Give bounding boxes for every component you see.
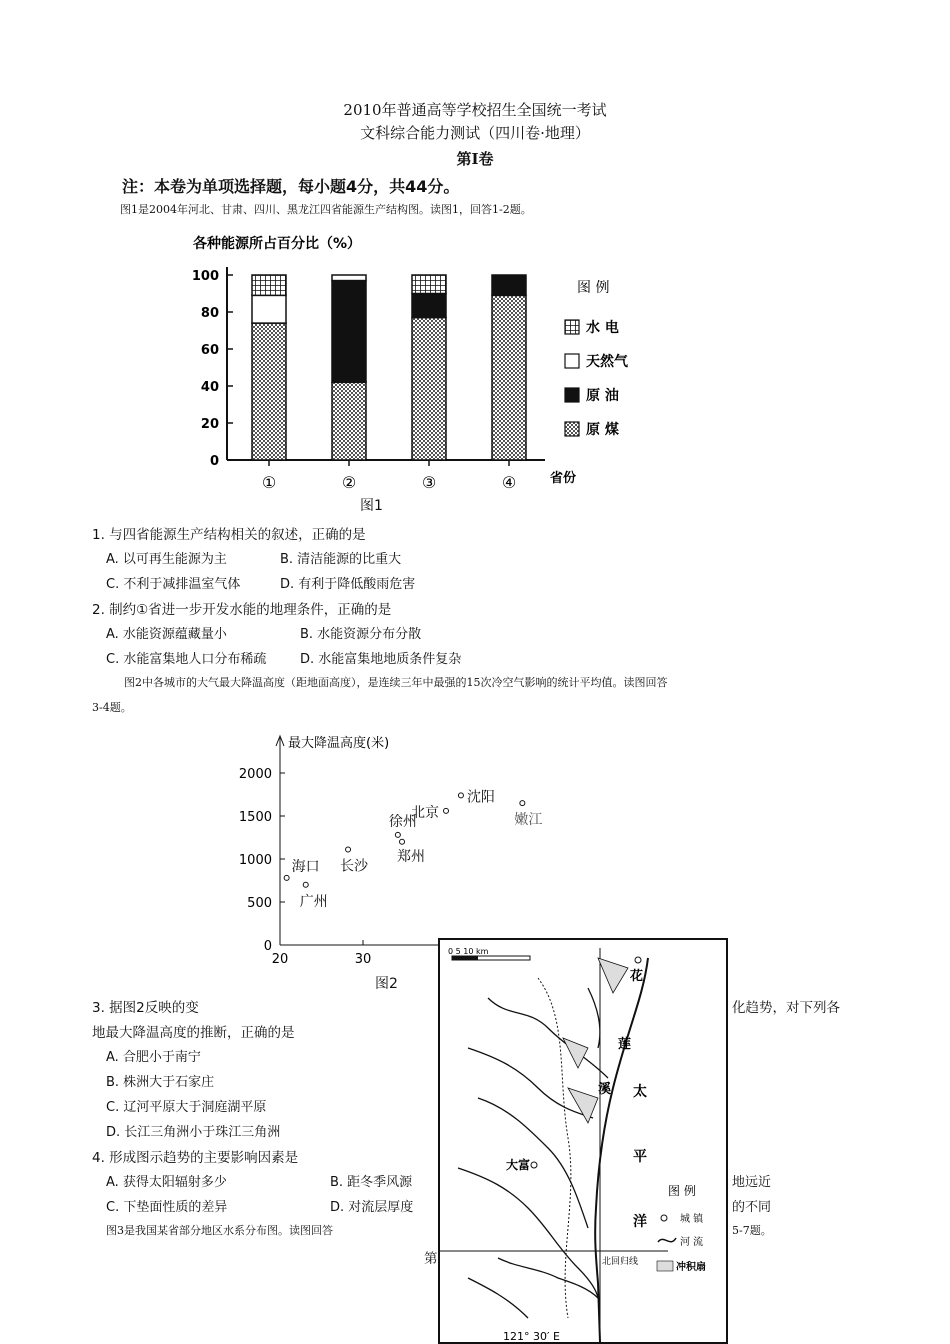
point-label: 郑州	[397, 848, 426, 865]
question-intro-fig2-cont: 3-4题。	[92, 701, 132, 714]
section-title: 第Ⅰ卷	[456, 150, 494, 168]
legend-title: 图 例	[577, 280, 610, 296]
bar-segment	[332, 275, 366, 281]
map-legend-title: 图 例	[668, 1184, 696, 1198]
y-tick-label: 60	[200, 343, 219, 358]
scatter-point	[395, 832, 400, 837]
legend-swatch	[565, 354, 579, 368]
x-tick-label: 20	[271, 952, 289, 967]
question-4-stem: 4. 形成图示趋势的主要影响因素是	[92, 1150, 299, 1166]
legend-label: 水 电	[586, 320, 619, 336]
question-2-option-a: A. 水能资源蕴藏量小	[106, 627, 227, 642]
scatter-point	[346, 847, 351, 852]
scatter-point	[303, 882, 308, 887]
point-label: 长沙	[340, 858, 369, 875]
legend-label: 原 油	[586, 388, 619, 404]
map-longitude-label: 121° 30′ E	[503, 1330, 560, 1343]
question-3-option-d: D. 长江三角洲小于珠江三角洲	[106, 1125, 281, 1140]
point-label: 沈阳	[466, 789, 495, 806]
y-tick-label: 1000	[238, 853, 272, 868]
y-tick-label: 20	[200, 417, 219, 432]
bar-segment	[332, 382, 366, 460]
question-1-option-a: A. 以可再生能源为主	[106, 552, 227, 567]
exam-title: 2010年普通高等学校招生全国统一考试	[343, 101, 607, 119]
question-1-option-c: C. 不利于减排温室气体	[106, 577, 241, 592]
figure-2-label: 图2	[375, 976, 398, 992]
figure-1-label: 图1	[360, 498, 383, 514]
bar-segment	[252, 295, 286, 323]
question-3-stem-cont: 化趋势，对下列各	[732, 1000, 840, 1016]
question-1-option-d: D. 有利于降低酸雨危害	[280, 577, 416, 592]
legend-town-icon	[661, 1215, 667, 1221]
legend-label: 原 煤	[586, 422, 619, 438]
question-2-option-b: B. 水能资源分布分散	[300, 627, 422, 642]
chart-legend	[565, 280, 629, 438]
map-label-lian: 莲	[618, 1037, 632, 1052]
town-marker-hualien	[635, 957, 641, 963]
x-tick-label: ④	[501, 473, 517, 492]
question-4-option-d-cont: 的不同	[732, 1200, 772, 1215]
legend-swatch	[565, 388, 579, 402]
x-axis-title: 省份	[550, 471, 577, 486]
y-tick-label: 2000	[238, 767, 272, 782]
scatter-point	[458, 793, 463, 798]
chart-title: 各种能源所占百分比（%）	[193, 236, 362, 252]
question-3-option-a: A. 合肥小于南宁	[106, 1050, 201, 1065]
town-marker-dafu	[531, 1162, 537, 1168]
map-label-xi: 溪	[598, 1082, 612, 1097]
exam-subtitle: 文科综合能力测试（四川卷·地理）	[360, 124, 590, 142]
x-tick-label: ②	[341, 473, 357, 492]
map-label-tai: 太	[633, 1084, 647, 1100]
legend-fan-icon	[657, 1261, 673, 1271]
map-label-hua: 花	[630, 969, 644, 984]
bar-segment	[252, 323, 286, 460]
point-label: 海口	[291, 858, 320, 875]
map-tropic-label: 北回归线	[602, 1257, 639, 1267]
legend-label: 天然气	[586, 354, 628, 370]
question-4-option-b: B. 距冬季风源	[330, 1175, 413, 1190]
point-label: 嫩江	[514, 812, 543, 829]
question-3-stem-line2: 地最大降温高度的推断，正确的是	[92, 1025, 295, 1041]
energy-structure-chart	[185, 230, 655, 492]
y-tick-label: 40	[200, 380, 219, 395]
point-label: 广州	[299, 893, 328, 910]
question-4-option-c: C. 下垫面性质的差异	[106, 1200, 228, 1215]
map-label-ping: 平	[633, 1149, 647, 1165]
question-2-option-c: C. 水能富集地人口分布稀疏	[106, 652, 267, 667]
y-tick-label: 0	[263, 939, 272, 954]
scatter-point	[284, 875, 289, 880]
question-2-stem: 2. 制约①省进一步开发水能的地理条件，正确的是	[92, 602, 392, 618]
point-label: 北京	[411, 804, 439, 821]
question-intro-fig2: 图2中各城市的大气最大降温高度（距地面高度），是连续三年中最强的15次冷空气影响的统计平均值。读图回答	[124, 676, 668, 689]
map-scale-text: 0 5 10 km	[448, 947, 489, 956]
part-two-stub: 第	[424, 1251, 438, 1267]
legend-fan-label: 冲积扇	[676, 1262, 706, 1273]
question-1-option-b: B. 清洁能源的比重大	[280, 552, 402, 567]
legend-town-label: 城 镇	[680, 1214, 704, 1225]
x-tick-label: 30	[354, 952, 372, 967]
legend-swatch	[565, 320, 579, 334]
y-tick-label: 500	[247, 896, 272, 911]
x-tick-label: ①	[261, 473, 277, 492]
question-intro-fig1: 图1是2004年河北、甘肃、四川、黑龙江四省能源生产结构图。读图1，回答1-2题。	[120, 203, 532, 216]
bar-segment	[492, 295, 526, 460]
chart-bars	[252, 275, 526, 460]
bar-segment	[332, 281, 366, 383]
question-2-option-d: D. 水能富集地地质条件复杂	[300, 652, 462, 667]
question-intro-fig3: 图3是我国某省部分地区水系分布图。读图回答	[106, 1224, 333, 1237]
y-tick-label: 1500	[238, 810, 272, 825]
instructions-note: 注：本卷为单项选择题，每小题4分，共44分。	[122, 177, 460, 196]
map-label-yang: 洋	[633, 1214, 647, 1230]
question-4-option-a: A. 获得太阳辐射多少	[106, 1175, 227, 1190]
question-4-option-d: D. 对流层厚度	[330, 1200, 414, 1215]
question-3-option-c: C. 辽河平原大于洞庭湖平原	[106, 1100, 267, 1115]
y-tick-label: 80	[200, 306, 219, 321]
river-system-map	[438, 938, 728, 1344]
bar-segment	[412, 294, 446, 318]
y-tick-label: 100	[191, 269, 219, 284]
question-intro-fig3-cont: 5-7题。	[732, 1224, 772, 1237]
scatter-point	[444, 808, 449, 813]
bar-segment	[412, 275, 446, 294]
y-tick-label: 0	[209, 454, 219, 469]
legend-river-label: 河 流	[680, 1237, 704, 1248]
bar-segment	[412, 318, 446, 460]
map-label-town: 大富	[506, 1158, 531, 1172]
point-label: 徐州	[388, 813, 417, 830]
cooling-height-scatter	[235, 730, 585, 970]
y-axis-title: 最大降温高度(米)	[288, 736, 390, 751]
scatter-point	[520, 801, 525, 806]
bar-segment	[492, 275, 526, 295]
scatter-point	[400, 839, 405, 844]
map-frame	[439, 939, 727, 1343]
chart-points	[284, 789, 542, 909]
legend-swatch	[565, 422, 579, 436]
bar-segment	[252, 275, 286, 295]
question-3-stem: 3. 据图2反映的变	[92, 1000, 199, 1016]
question-1-stem: 1. 与四省能源生产结构相关的叙述，正确的是	[92, 527, 366, 543]
x-tick-label: ③	[421, 473, 437, 492]
question-3-option-b: B. 株洲大于石家庄	[106, 1075, 215, 1090]
question-4-option-b-cont: 地远近	[732, 1175, 772, 1190]
